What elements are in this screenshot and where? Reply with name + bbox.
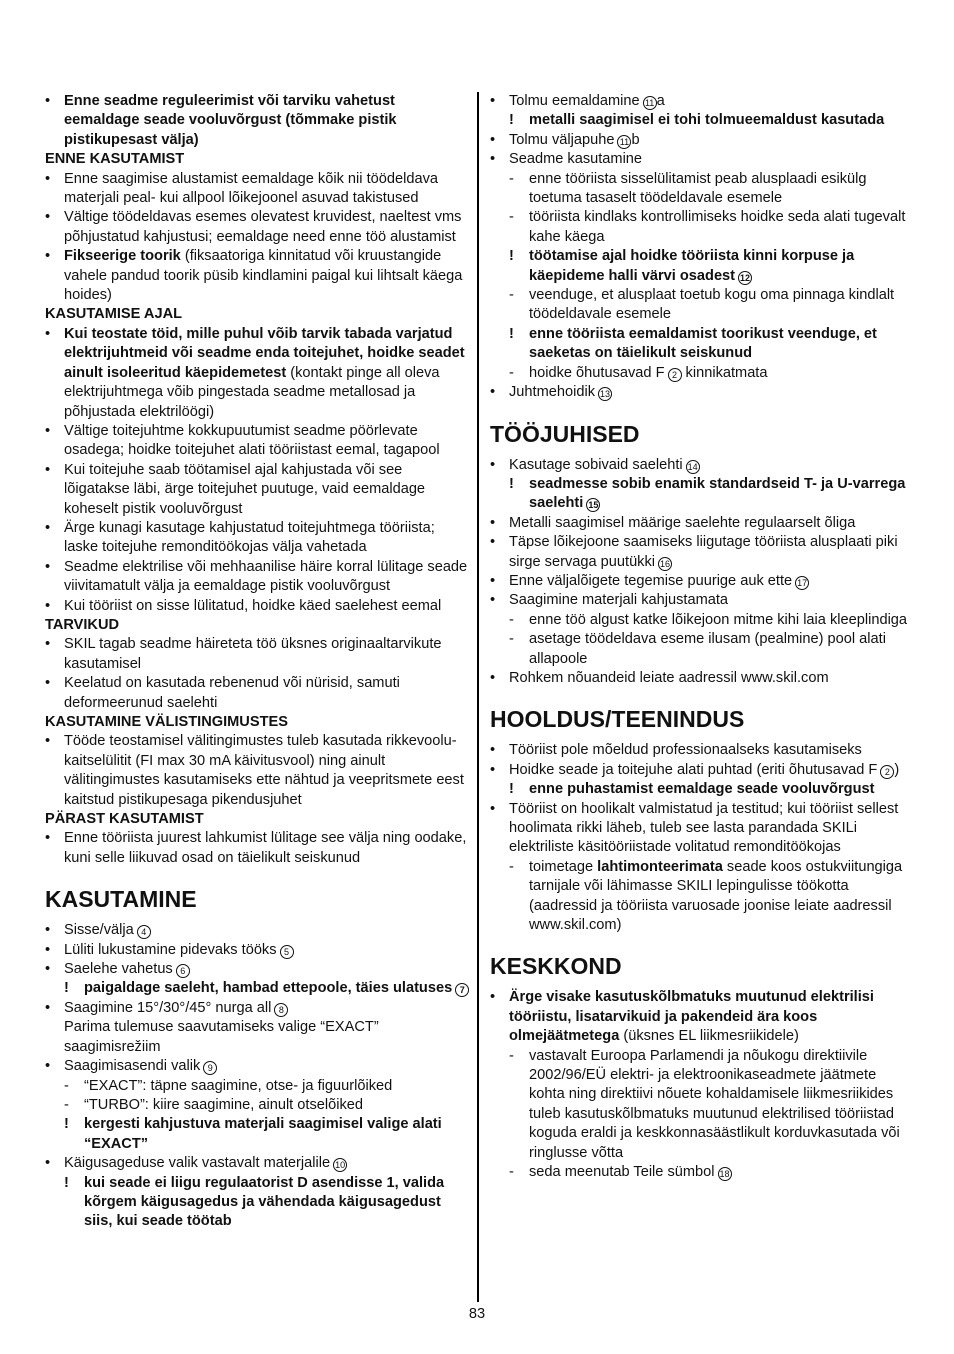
bullet-item — [45, 461, 470, 519]
text-segment: Ärge kunagi kasutage kahjustatud toitejuhtmega tööriista; laske toitejuhe remonditöökojas välja vahetada — [64, 519, 435, 556]
text-segment: Kasutage sobivaid saelehti — [509, 456, 683, 473]
figure-number-icon: 8 — [274, 1003, 288, 1017]
warning-item — [45, 979, 470, 998]
bullet-item — [490, 150, 915, 169]
text-segment: Kui tööriist on sisse lülitatud, hoidke käed saelehest eemal — [64, 597, 442, 614]
text-segment: (fiksaatoriga kinnitatud või kruustangide vahele pandud toorik püsib kindlamini paigal kui lihtsalt käega hoides) — [64, 248, 463, 304]
bullet-marker: • — [490, 514, 496, 531]
text-segment: enne tööriista sisselülitamist peab alusplaadi esikülg toetuma tasaselt töödeldavale esemele — [529, 170, 867, 207]
item-text — [509, 92, 915, 111]
bullet-item — [490, 761, 915, 780]
text-segment: Saagimisasendi valik — [64, 1058, 201, 1075]
bullet-marker: • — [45, 170, 51, 187]
dash-item — [490, 611, 915, 630]
bullet-marker: • — [45, 1058, 51, 1075]
bullet-marker: • — [45, 830, 51, 847]
figure-number-icon: 2 — [668, 368, 682, 382]
bullet-item — [490, 800, 915, 858]
text-segment: hoidke õhutusavad F — [529, 364, 665, 381]
bullet-item — [490, 514, 915, 533]
text-segment: Sisse/välja — [64, 922, 134, 939]
item-text — [64, 519, 470, 558]
subheading: KASUTAMINE VÄLISTINGIMUSTES — [45, 714, 288, 730]
text-segment: vastavalt Euroopa Parlamendi ja nõukogu direktiivile 2002/96/EÜ elektri- ja elektroonikaseadmete jäätmete kohta ning direktiivi nõuete kohaldamisele liikmesriikides tuleb kasutuskõlbmatuks muutunud elektrilised tööriistad koguda eraldi ja keskkonnasäästlikult korduvkasutada või ringlusse võtta — [529, 1047, 900, 1161]
dash-item — [490, 858, 915, 936]
figure-suffix: a — [656, 93, 665, 109]
item-text — [509, 761, 915, 780]
bullet-item — [490, 131, 915, 150]
exclamation-marker: ! — [509, 112, 514, 129]
figure-number-icon: 2 — [880, 765, 894, 779]
bullet-marker: • — [490, 131, 496, 148]
figure-number-icon: 13 — [599, 389, 610, 400]
dash-marker: - — [64, 1077, 69, 1094]
dash-marker: - — [64, 1096, 69, 1113]
bold-text: Ärge visake kasutuskõlbmatuks muutunud elektrilisi tööriistu, lisatarvikuid ja pakendeid ära koos olmejäätmetega — [509, 989, 874, 1045]
item-text — [529, 247, 915, 286]
bullet-item — [45, 960, 470, 979]
bullet-item — [45, 921, 470, 940]
text-segment: kui seade ei liigu regulaatorist D asendisse 1, valida kõrgem käigusagedus ja vähendada käigusagedust siis, kui seade töötab — [84, 1174, 445, 1230]
bullet-item — [45, 170, 470, 209]
bullet-item — [490, 741, 915, 760]
text-segment: Hoidke seade ja toitejuhe alati puhtad (eriti õhutusavad F — [509, 761, 878, 778]
dash-item — [45, 1077, 470, 1096]
text-segment: (kontakt pinge all oleva elektrijuhtmega võib pingestada seadme metallosad ja põhjustada elektrilöögi) — [64, 364, 440, 420]
dash-marker: - — [509, 631, 514, 648]
bullet-item — [490, 572, 915, 591]
warning-item — [490, 325, 915, 364]
text-segment: seadmesse sobib enamik standardseid T- ja U-varrega saelehti — [529, 475, 906, 512]
bullet-marker: • — [45, 558, 51, 575]
text-segment: Vältige töödeldavas esemes olevatest kruvidest, naeltest vms põhjustatud kahjustusi; eemaldage need enne töö alustamist — [64, 209, 462, 245]
section-heading: KASUTAMINE — [45, 886, 197, 913]
bullet-marker: • — [45, 422, 51, 439]
bullet-marker: • — [45, 961, 51, 978]
text-segment: Enne tööriista juurest lahkumist lülitage see välja ning oodake, kuni selle liikuvad osad on täielikult seiskunud — [64, 830, 467, 866]
item-text — [64, 170, 470, 209]
item-text — [529, 286, 915, 325]
text-segment: enne töö algust katke lõikejoon mitme kihi laia kleeplindiga — [529, 611, 908, 628]
bullet-item — [45, 732, 470, 810]
bullet-item — [490, 988, 915, 1046]
bullet-marker: • — [45, 209, 51, 226]
dash-marker: - — [509, 287, 514, 304]
dash-item — [490, 364, 915, 383]
bullet-item — [490, 92, 915, 111]
item-text — [509, 800, 915, 858]
figure-suffix: b — [631, 131, 640, 148]
bullet-item — [45, 635, 470, 674]
text-segment: Rohkem nõuandeid leiate aadressil www.skil.com — [509, 669, 829, 686]
bullet-item — [490, 533, 915, 572]
bullet-marker: • — [45, 519, 51, 536]
bold-text: lahtimonteerimata — [597, 858, 723, 875]
warning-item — [490, 111, 915, 130]
item-text — [509, 456, 915, 475]
text-segment: töötamise ajal hoidke tööriista kinni korpuse ja käepideme halli värvi osadest — [529, 248, 855, 284]
item-text — [529, 208, 915, 247]
item-text — [509, 150, 915, 169]
dash-item — [490, 208, 915, 247]
bullet-item — [45, 999, 470, 1057]
bullet-item — [45, 558, 470, 597]
item-text — [529, 1163, 915, 1182]
bullet-marker: • — [490, 989, 496, 1006]
dash-item — [490, 286, 915, 325]
item-text — [64, 92, 470, 150]
item-text — [64, 999, 470, 1057]
section-heading: HOOLDUS/TEENINDUS — [490, 706, 745, 733]
figure-number-icon: 5 — [280, 945, 294, 959]
text-tail: ) — [894, 761, 900, 778]
item-text — [64, 247, 470, 305]
bullet-marker: • — [490, 93, 496, 109]
text-segment: Saagimine materjali kahjustamata — [509, 592, 729, 609]
figure-number-icon: 17 — [797, 577, 808, 588]
dash-marker: - — [509, 858, 514, 875]
item-text — [529, 611, 915, 630]
text-segment: SKIL tagab seadme häireteta töö üksnes originaaltarvikute kasutamisel — [64, 636, 442, 672]
section-heading: KESKKOND — [490, 953, 622, 980]
figure-number-icon: 6 — [176, 964, 190, 978]
item-text — [529, 630, 915, 669]
figure-number-icon: 11 — [617, 135, 631, 149]
text-segment: tööriista kindlaks kontrollimiseks hoidke seda alati tugevalt kahe käega — [529, 209, 906, 245]
item-text — [84, 979, 470, 998]
text-segment: seade koos ostukviitungiga tarnijale või lähimasse SKILI lepingulisse töökotta (aadressid ja tööriista varuosade joonise leiate aadressil www.skil.com) — [529, 858, 903, 934]
bullet-item — [45, 519, 470, 558]
exclamation-marker: ! — [509, 475, 514, 492]
item-text — [529, 858, 915, 936]
text-segment: Kui toitejuhe saab töötamisel ajal kahjustada või see lõigatakse läbi, ärge toitejuhet puutuge, vaid eemaldage koheselt pistik vooluvõrgust — [64, 461, 426, 517]
subheading: KASUTAMISE AJAL — [45, 306, 183, 323]
text-segment: Saelehe vahetus — [64, 961, 173, 978]
bullet-item — [490, 591, 915, 610]
figure-number-icon: 4 — [137, 925, 151, 939]
figure-number-icon: 7 — [455, 983, 469, 997]
exclamation-marker: ! — [509, 248, 514, 265]
text-segment: Metalli saagimisel määrige saelehte regulaarselt õliga — [509, 514, 856, 531]
warning-item — [490, 475, 915, 514]
item-text — [64, 674, 470, 713]
dash-item — [490, 170, 915, 209]
item-text — [509, 669, 915, 688]
item-text — [84, 1096, 470, 1115]
text-segment: Tööriist pole mõeldud professionaalseks kasutamiseks — [509, 742, 862, 759]
text-segment: Tolmu eemaldamine — [509, 93, 640, 109]
text-segment: seda meenutab Teile sümbol — [529, 1164, 715, 1181]
item-text — [529, 111, 915, 130]
text-segment: metalli saagimisel ei tohi tolmueemaldust kasutada — [529, 112, 885, 129]
bullet-marker: • — [490, 592, 496, 609]
figure-number-icon: 14 — [687, 461, 698, 472]
warning-item — [45, 1115, 470, 1154]
bullet-marker: • — [45, 93, 51, 109]
item-text — [529, 780, 915, 799]
item-text — [529, 1047, 915, 1163]
text-segment: enne tööriista eemaldamist toorikust veenduge, et saeketas on täielikult seiskunud — [529, 325, 877, 362]
text-segment: “EXACT”: täpne saagimine, otse- ja figuurlõiked — [84, 1077, 393, 1094]
warning-item — [45, 1174, 470, 1232]
item-text — [509, 383, 915, 402]
item-text — [529, 364, 915, 383]
item-text — [529, 325, 915, 364]
text-segment: enne puhastamist eemaldage seade vooluvõrgust — [529, 781, 875, 798]
item-text — [64, 829, 470, 868]
bullet-item — [45, 422, 470, 461]
bullet-item — [45, 829, 470, 868]
text-segment: Täpse lõikejoone saamiseks liigutage tööriista alusplaati piki sirge servaga puutükki — [509, 534, 898, 570]
dash-marker: - — [509, 170, 514, 187]
text-segment: Seadme elektrilise või mehhaanilise häire korral lülitage seade viivitamatult välja ja eemaldage pistik vooluvõrgust — [64, 558, 468, 595]
text-segment: Käigusageduse valik vastavalt materjalile — [64, 1155, 331, 1172]
bullet-marker: • — [45, 636, 51, 653]
bullet-marker: • — [45, 325, 51, 342]
exclamation-marker: ! — [64, 980, 69, 997]
bullet-item — [490, 456, 915, 475]
text-segment: Tööde teostamisel välitingimustes tuleb kasutada rikkevoolu-kaitselülitit (FI max 30 mA käivitusvool) ning ainult välitingimustes kasutamiseks ette nähtud ja veepritsmete eest kaitstud pistikupesaga pikendusjuhet — [64, 733, 464, 808]
bullet-marker: • — [490, 151, 496, 168]
item-text — [64, 558, 470, 597]
bullet-marker: • — [45, 922, 51, 939]
warning-item — [490, 247, 915, 286]
bullet-item — [45, 325, 470, 422]
bullet-item — [45, 597, 470, 616]
dash-item — [490, 1047, 915, 1163]
text-segment: Saagimine 15°/30°/45° nurga all — [64, 999, 272, 1016]
dash-marker: - — [509, 364, 514, 381]
bullet-item — [490, 669, 915, 688]
subheading: TARVIKUD — [45, 616, 120, 633]
text-segment: Lüliti lukustamine pidevaks tööks — [64, 941, 277, 958]
item-text — [64, 461, 470, 519]
column-divider — [477, 92, 479, 1302]
item-text — [509, 514, 915, 533]
text-segment: Tööriist on hoolikalt valmistatud ja testitud; kui tööriist sellest hoolimata rikki läheb, tuleb see lasta parandada SKILi elektriliste käsitööriistade volitatud remonditöökojas — [509, 800, 899, 856]
text-segment: paigaldage saeleht, hambad ettepoole, täies ulatuses — [84, 980, 453, 997]
text-segment: “TURBO”: kiire saagimine, ainult otselõiked — [84, 1096, 364, 1113]
figure-number-icon: 16 — [660, 558, 671, 569]
item-text — [64, 921, 470, 940]
bullet-marker: • — [45, 999, 51, 1016]
item-text — [64, 422, 470, 461]
dash-item — [490, 1163, 915, 1182]
subheading: PÄRAST KASUTAMIST — [45, 811, 204, 828]
text-segment: Seadme kasutamine — [509, 151, 643, 168]
exclamation-marker: ! — [509, 781, 514, 798]
figure-number-icon: 10 — [335, 1160, 346, 1171]
item-text — [64, 597, 470, 616]
bullet-marker: • — [45, 248, 51, 265]
bullet-marker: • — [45, 941, 51, 958]
bullet-item — [490, 383, 915, 402]
bullet-marker: • — [490, 669, 496, 686]
item-text — [64, 1057, 470, 1076]
section-heading: TÖÖJUHISED — [490, 420, 640, 447]
dash-item — [490, 630, 915, 669]
bold-text: Enne seadme reguleerimist või tarviku vahetust eemaldage seade vooluvõrgust (tõmmake pistik pistikupesast välja) — [64, 93, 397, 148]
exclamation-marker: ! — [64, 1116, 69, 1133]
item-text — [64, 208, 470, 247]
text-segment: Enne saagimise alustamist eemaldage kõik nii töödeldava materjali peal- kui allpool lõikejoonel asuvad takistused — [64, 170, 438, 207]
item-text — [509, 591, 915, 610]
bullet-marker: • — [490, 456, 496, 473]
figure-number-icon: 12 — [740, 272, 751, 283]
item-text — [64, 941, 470, 960]
bullet-marker: • — [490, 384, 496, 401]
item-text — [509, 533, 915, 572]
figure-number-icon: 9 — [203, 1061, 217, 1075]
bullet-marker: • — [490, 534, 496, 551]
bullet-item — [45, 92, 470, 150]
bullet-item — [45, 208, 470, 247]
warning-item — [490, 780, 915, 799]
bullet-item — [45, 674, 470, 713]
text-segment: Juhtmehoidik — [509, 384, 595, 401]
text-segment: veenduge, et alusplaat toetub kogu oma pinnaga kindlalt töödeldavale esemele — [529, 287, 895, 323]
item-text — [64, 960, 470, 979]
item-text — [509, 741, 915, 760]
page-number: 83 — [468, 1306, 486, 1322]
bullet-marker: • — [45, 1155, 51, 1172]
text-segment: kergesti kahjustuva materjali saagimisel valige alati “EXACT” — [84, 1116, 442, 1152]
bold-text: Fikseerige toorik — [64, 248, 181, 265]
item-text — [84, 1174, 470, 1232]
text-segment: Tolmu väljapuhe — [509, 131, 615, 148]
bullet-marker: • — [45, 597, 51, 614]
text-segment: (üksnes EL liikmesriikidele) — [619, 1028, 799, 1045]
bullet-marker: • — [45, 675, 51, 692]
text-segment: Keelatud on kasutada rebenenud või nürisid, samuti deformeerunud saelehti — [64, 675, 400, 711]
subheading: ENNE KASUTAMIST — [45, 151, 185, 168]
bullet-item — [45, 1154, 470, 1173]
bullet-item — [45, 941, 470, 960]
bold-text: Kui teostate töid, mille puhul võib tarvik tabada varjatud elektrijuhtmeid või seadme enda toitejuhet, hoidke seadet ainult isoleeritud käepidemetest — [64, 325, 465, 381]
item-text — [84, 1077, 470, 1096]
item-text — [64, 732, 470, 810]
exclamation-marker: ! — [509, 325, 514, 342]
bullet-item — [45, 247, 470, 305]
bullet-marker: • — [490, 761, 496, 778]
item-text — [64, 1154, 470, 1173]
figure-number-icon: 11 — [643, 96, 657, 110]
item-text — [509, 572, 915, 591]
bullet-marker: • — [490, 800, 496, 817]
bullet-item — [45, 1057, 470, 1076]
item-continuation: Parima tulemuse saavutamiseks valige “EXACT” saagimisrežiim — [64, 1019, 379, 1055]
figure-number-icon: 18 — [719, 1169, 730, 1180]
bullet-marker: • — [490, 572, 496, 589]
exclamation-marker: ! — [64, 1174, 69, 1191]
right-column — [490, 92, 915, 1183]
text-segment: Vältige toitejuhtme kokkupuutumist seadme pöörlevate osadega; hoidke toitejuhet alati tööriistast eemal, tagapool — [64, 422, 440, 459]
bullet-marker: • — [45, 733, 51, 750]
dash-marker: - — [509, 611, 514, 628]
item-text — [509, 988, 915, 1046]
figure-number-icon: 15 — [588, 500, 599, 511]
text-segment: toimetage — [529, 858, 598, 875]
item-text — [509, 131, 915, 150]
item-text — [64, 635, 470, 674]
item-text — [529, 170, 915, 209]
item-text — [529, 475, 915, 514]
dash-marker: - — [509, 1047, 514, 1064]
text-segment: Enne väljalõigete tegemise puurige auk ette — [509, 572, 793, 589]
dash-marker: - — [509, 209, 514, 226]
left-column — [45, 92, 470, 1232]
text-tail: kinnikatmata — [681, 364, 768, 381]
item-text — [84, 1115, 470, 1154]
bullet-marker: • — [490, 742, 496, 759]
dash-item — [45, 1096, 470, 1115]
text-segment: asetage töödeldava eseme ilusam (pealmine) pool alati allapoole — [529, 631, 886, 667]
item-text — [64, 325, 470, 422]
dash-marker: - — [509, 1164, 514, 1181]
bullet-marker: • — [45, 461, 51, 478]
